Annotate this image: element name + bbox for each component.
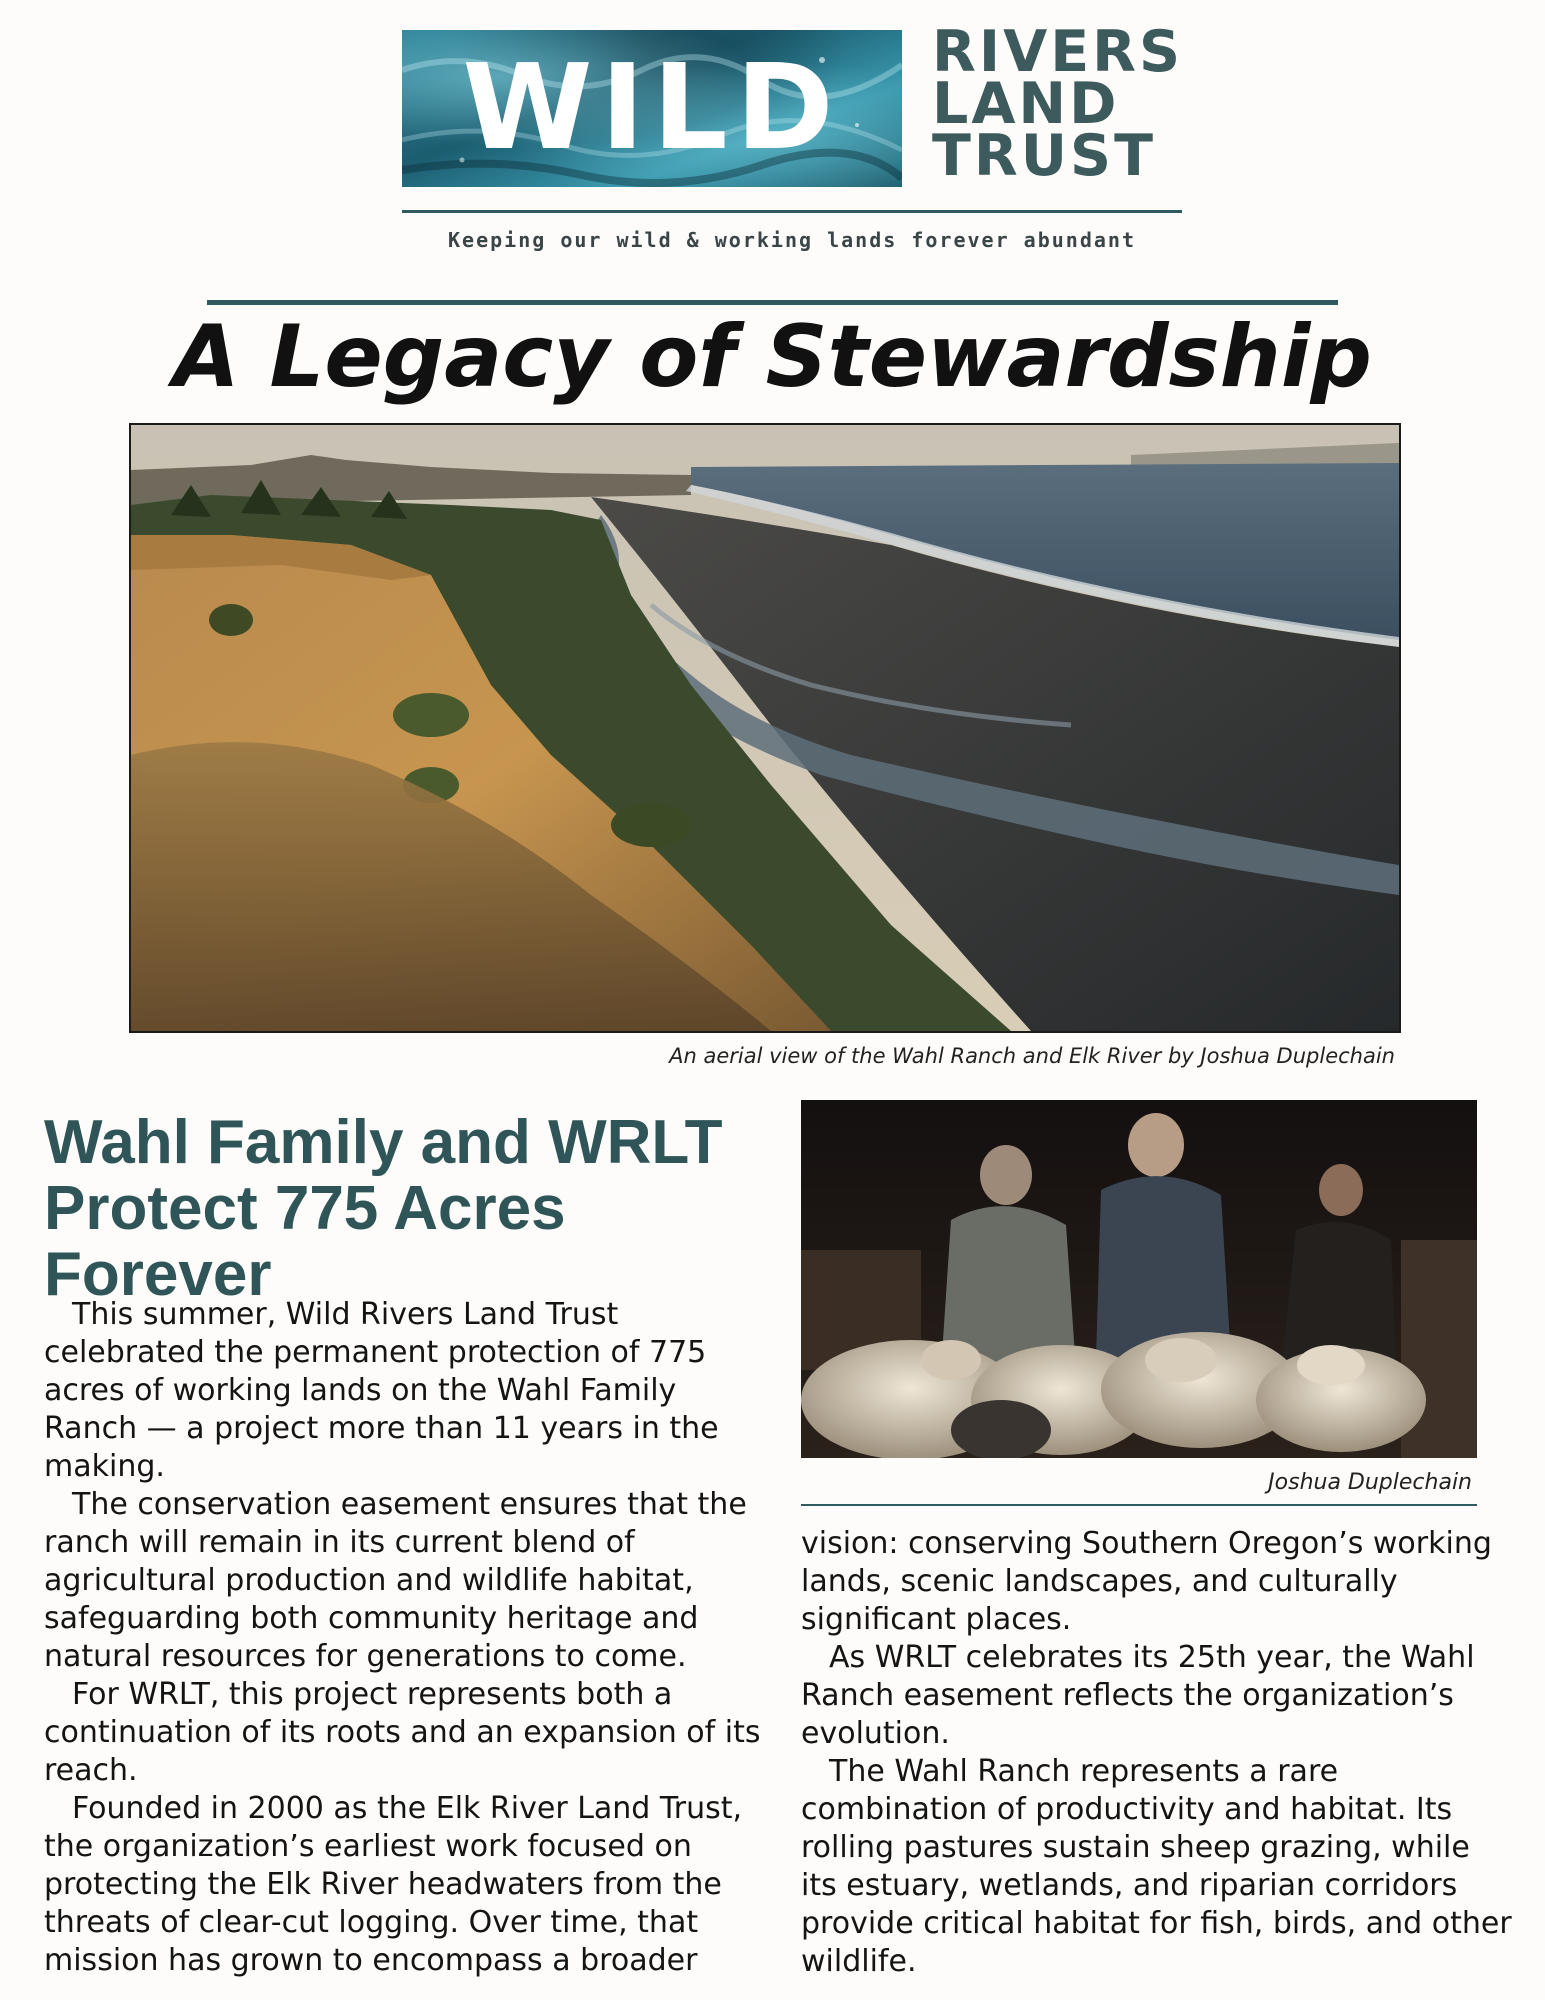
article-paragraph: As WRLT celebrates its 25th year, the Wahl Ranch easement reflects the organization’s evolution. [801,1640,1475,1751]
organization-logo [402,19,1184,262]
article-paragraph: vision: conserving Southern Oregon’s working lands, scenic landscapes, and culturally significant places. [801,1526,1492,1637]
article-paragraph: This summer, Wild Rivers Land Trust celebrated the permanent protection of 775 acres of working lands on the Wahl Family Ranch — a project more than 11 years in the making. [44,1297,719,1484]
article-headline: Wahl Family and WRLT Protect 775 Acres Forever [44,1108,723,1309]
sheep-photo [801,1100,1477,1458]
logo-rivers: RIVERS [932,19,1184,85]
page-title: A Legacy of Stewardship [173,307,1372,407]
article-paragraph: The Wahl Ranch represents a rare combination of productivity and habitat. Its rolling pastures sustain sheep grazing, while its estuary, wetlands, and riparian corridors provide critical habitat for fish, birds, and other wildlife. [801,1754,1512,1979]
logo-wordmark [932,19,1192,189]
logo-tagline: Keeping our wild & working lands forever abundant [447,228,1136,252]
article-paragraph: The conservation easement ensures that the ranch will remain in its current blend of agricultural production and wildlife habitat, safeguarding both community heritage and natural resources for generations to come. [44,1487,747,1674]
article-paragraph: Founded in 2000 as the Elk River Land Trust, the organization’s earliest work focused on protecting the Elk River headwaters from the threats of clear-cut logging. Over time, that mission has grown to encompass a broader [44,1791,743,1978]
article-paragraph: For WRLT, this project represents both a continuation of its roots and an expansion of its reach. [44,1677,761,1788]
sheep-shearing-image [801,1100,1477,1458]
caption-divider [801,1504,1477,1506]
logo-divider [402,210,1182,213]
logo-wild-text: WILD [462,38,842,176]
hero-photo [129,423,1401,1033]
article-column-left [44,1296,764,1980]
aerial-landscape-image [131,425,1399,1031]
logo-wild-block [402,30,902,187]
logo-land: LAND [932,71,1120,137]
sheep-photo-caption: Joshua Duplechain [1268,1470,1472,1495]
logo-trust: TRUST [932,123,1156,189]
article-column-right [801,1525,1513,1981]
hero-caption: An aerial view of the Wahl Ranch and Elk River by Joshua Duplechain [669,1044,1395,1068]
